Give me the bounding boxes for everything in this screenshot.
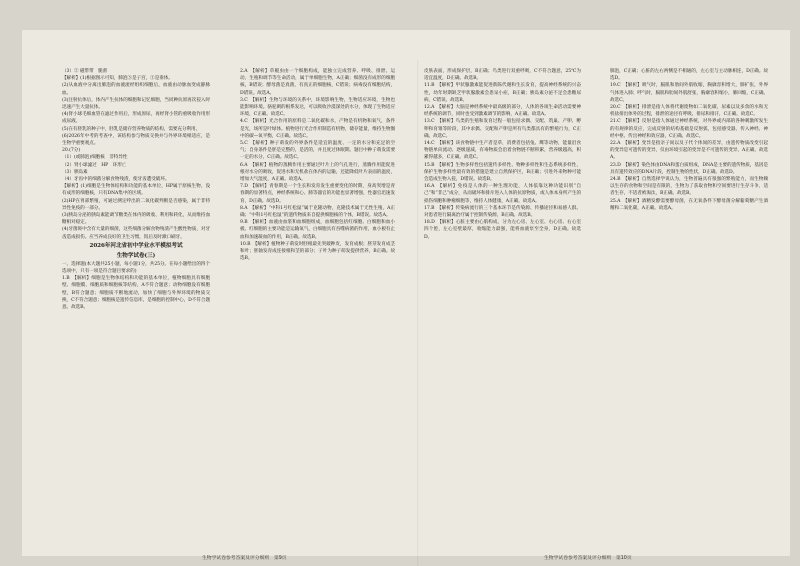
column-1 <box>62 68 210 543</box>
answer-paragraph: 一、选择题(本大题共25小题，每小题1分，共25分。在每小题给出的四个选项中，只有一项是符合题目要求的) <box>62 261 210 275</box>
page-footer-left: 生物学试卷参考答案及评分细则 第9页 <box>202 556 287 561</box>
answer-paragraph: (2)HP在胃部繁殖，可通过测定呼出的二氧化碳判断是否感染，属于非特异性免疫的一部分。 <box>62 198 210 211</box>
answer-paragraph: 23.D 【解析】染色体由DNA和蛋白质组成，DNA是主要的遗传物质，基因是具有遗传效应的DNA片段，控制生物的性状，D正确。故选D。 <box>610 162 768 175</box>
answer-paragraph: 肺泡，C正确；心脏的左右两侧是不相通的，左心室与主动脉相连，D正确。故选D。 <box>610 69 768 82</box>
answer-paragraph: 24.B 【解析】自然选择学说认为，生物普遍具有很强的繁殖能力，而生物赖以生存的食物和空间是有限的，生物为了获取食物和空间要进行生存斗争，适者生存，不适者被淘汰，B正确。故选B。 <box>610 177 768 197</box>
answer-paragraph: 【解析】(1)根据图示可知，肺泡⑤是子宫，①是垂体。 <box>62 76 173 82</box>
answer-paragraph: 9.B 【解析】血液由血浆和血细胞组成，血细胞包括红细胞、白细胞和血小板。红细胞的主要功能是运输氧气，白细胞具有吞噬病菌的作用，血小板有止血和加速凝血的作用，B正确。故选B。 <box>240 220 395 240</box>
answer-paragraph: 14.C 【解析】该食物链中生产者是草，消费者包括兔、鹰等动物，能量沿食物链单向流动、逐级递减，有毒物质会沿着食物链不断积累，营养级越高，积累得越多，C正确。故选C。 <box>424 141 581 161</box>
answer-paragraph: 皮肤表面，形成保护层，B正确；鸟类进行双重呼吸，C不符合题意，25℃为适宜温度，D正确。故选B。 <box>424 69 581 82</box>
answer-paragraph: 22.A 【解析】变异是指亲子间以及子代个体间的差异，由遗传物质改变引起的变异是可遗传的变异，仅由环境引起的变异是不可遗传的变异，A正确。故选A。 <box>610 141 768 161</box>
answer-paragraph: （3）② 磁带带 脆蕾 <box>62 69 108 74</box>
answer-paragraph: 21.C 【解析】反射是指人体通过神经系统，对外界或内部的各种刺激所发生的有规律的反应，完成反射的结构基础是反射弧，包括感受器、传入神经、神经中枢、传出神经和效应器，C正确。故选C。 <box>610 119 768 139</box>
exam-subtitle: 生物学试卷(三) <box>116 252 156 259</box>
answer-paragraph: 18.D 【解析】心脏主要由心肌构成，分为左心房、左心室、右心房、右心室四个腔，左心室壁最厚，收缩能力最强，能将血液泵至全身，D正确。故选D。 <box>424 220 581 240</box>
answer-paragraph: 11.B 【解析】甲状腺激素能促进新陈代谢和生长发育，提高神经系统的兴奋性，幼年时期缺乏甲状腺激素会患呆小症，B正确；胰岛素分泌不足会患糖尿病，C错误。故选B。 <box>424 83 581 103</box>
answer-paragraph: 8.A 【解析】“中科1号红松鼠”属于克隆动物，克隆技术属于无性生殖，A正确；“中科1号红松鼠”的遗传物质来自提供细胞核的个体，B错误。故选A。 <box>240 205 395 219</box>
answer-sheet <box>22 30 790 561</box>
answer-paragraph: （1）(或肺泡)细胞核 非特异性 <box>62 155 128 161</box>
exam-title: 2026年河北省初中学业水平模拟考试 <box>89 242 183 249</box>
answer-paragraph: (6)2026年中考的考查中，该结构参与物质交换并与外界环境相适应，是生物学重要观点。 <box>62 133 210 147</box>
answer-paragraph: (4)牙菌斑中含有大量的细菌，这些细菌分解食物残渣产生酸性物质，对牙齿造成损伤。应当养成良好的卫生习惯，饭后及时漱口刷牙。 <box>62 227 210 240</box>
answer-paragraph: 3.C 【解析】生物与环境的关系中，环境影响生物，生物适应环境，生物也能影响环境。骆驼刺的根系发达，可以吸收沙漠深处的水分，体现了生物适应环境，C正确。故选C。 <box>240 97 395 118</box>
answer-paragraph: 7.D 【解析】青春期是一个生长和发育发生重要变化的时期，身高突增是青春期的显著特点，神经系统和心、肺等器官的功能也显著增强，性器官迅速发育，D正确。故选D。 <box>240 184 395 204</box>
answer-paragraph: 5.C 【解析】种子萌发的外界条件是适宜的温度、一定的水分和充足的空气；自身条件是胚是完整的，是活的，并且度过休眠期。题目中种子萌发需要一定的水分，C正确。故选C。 <box>240 141 395 161</box>
page-footer-right: 生物学试卷参考答案及评分细则 第10页 <box>544 556 632 561</box>
answer-paragraph: 2.A 【解析】草履虫由一个细胞构成，能独立完成营养、呼吸、排泄、运动、生殖和调节等生命活动，属于单细胞生物，A正确；细菌没有成形的细胞核，B错误；酵母菌是真菌，有真正的细胞核，C错误；病毒没有细胞结构，D错误。故选A。 <box>240 69 395 96</box>
answer-paragraph: 19.C 【解析】吸气时，膈肌和肋间外肌收缩，胸廓容积增大，肺扩张，外界气体进入肺；呼气时，膈肌和肋间外肌舒张，胸廓容积缩小，肺回缩，C正确。故选C。 <box>610 83 768 103</box>
answer-paragraph: （3）胰岛素 <box>62 169 88 175</box>
answer-paragraph: 1.B 【解析】细胞是生物体结构和功能的基本单位，植物细胞具有细胞壁、细胞膜、细胞质和细胞核等结构，A不符合题意；动物细胞没有细胞壁，B符合题意；细胞质不断地流动，加快了细胞与外界环境的物质交换，C不符合题意；细胞核是遗传信息库，是细胞的控制中心，D不符合题意。故选B。 <box>62 276 210 311</box>
answer-paragraph: 13.C 【解析】鸟类的生殖和发育过程一般包括求偶、交配、筑巢、产卵、孵卵和育雏等阶段，其中求偶、交配和产卵是所有鸟类都具有的繁殖行为，C正确。故选C。 <box>424 119 581 139</box>
answer-paragraph: （4）牙齿中的细菌分解食物残渣，使牙齿遭受破坏。 <box>62 177 170 183</box>
answer-paragraph: (5)在有胚乳的种子中，胚乳是储存营养物质的结构，需要充分利用。 <box>62 126 201 132</box>
column-4 <box>610 68 768 543</box>
answer-paragraph: 17.B 【解析】传染病流行的三个基本环节是传染源、传播途径和易感人群。对患者进行隔离治疗属于控制传染源，B正确。故选B。 <box>424 205 581 219</box>
column-1-top <box>62 68 210 241</box>
answer-paragraph: (2)从血液中分离出肺泡的血液流经组织细胞后，血液由动脉血变成静脉血。 <box>62 83 210 96</box>
answer-paragraph: 25.A 【解析】酒精发酵需要酵母菌，在无氧条件下酵母菌分解葡萄糖产生酒精和二氧化碳，A正确。故选A。 <box>610 198 768 211</box>
column-3 <box>424 68 581 543</box>
answer-paragraph: 10.B 【解析】植物种子萌发时胚根最先突破种皮，发育成根；胚芽发育成茎和叶；胚轴发育成连接根和茎的部分；子叶为种子萌发提供营养，B正确。故选B。 <box>240 241 395 262</box>
answer-paragraph: 6.A 【解析】植物的蒸腾作用主要通过叶片上的气孔进行，蒸腾作用能促进根对水分的吸收，促进水和无机盐在体内的运输，还能降低叶片表面的温度，增加大气湿度，A正确。故选A。 <box>240 162 395 183</box>
answer-paragraph: 【解析】(1)细胞是生物体结构和功能的基本单位，HP属于原核生物，没有成形的细胞核，只有DNA集中的区域。 <box>62 184 210 197</box>
answer-paragraph: 12.A 【解析】大脑是神经系统中最高级的部分，人体的各项生命活动需要神经系统的调节，同时也受到激素调节的影响，A正确。故选A。 <box>424 105 581 118</box>
answer-paragraph: (3)注射抗体后，体内产生抗体的细胞和记忆细胞，当同种抗原再次侵入时迅速产生大量抗体。 <box>62 97 210 111</box>
answer-paragraph: 20.(7分) <box>62 148 81 154</box>
answer-paragraph: （2）肾小球滤过 HP 环形亡 <box>62 162 127 168</box>
answer-paragraph: 16.A 【解析】免疫是人体的一种生理功能，人体依靠这种功能识别“自己”和“非己”成分，从而破坏和排斥进入人体的抗原物质，或人体本身所产生的损伤细胞和肿瘤细胞等，维持人体健康，A正确。故选A。 <box>424 184 581 204</box>
page-fold <box>417 60 419 566</box>
answer-paragraph: (4)肾小球毛细血管在滤过作用后，形成原尿，再经肾小管的重吸收作用形成尿液。 <box>62 112 210 125</box>
answer-paragraph: 15.B 【解析】生物多样性包括遗传多样性、物种多样性和生态系统多样性，保护生物多样性最有效的措施是建立自然保护区，B正确；引进外来物种可能会造成生物入侵，D错误。故选B。 <box>424 162 581 183</box>
column-1-bottom <box>62 261 210 311</box>
answer-paragraph: 4.C 【解析】光合作用的原料是二氧化碳和水，产物是有机物和氧气，条件是光，场所是叶绿体。植物进行光合作用制造有机物，储存能量，维持生物圈中的碳—氧平衡，C正确。故选C。 <box>240 119 395 139</box>
answer-paragraph: (3)胰岛分泌的胰岛素能调节糖类在体内的吸收、利用和转化，从而维持血糖相对稳定。 <box>62 213 210 226</box>
answer-paragraph: 20.C 【解析】排泄是指人体将代谢废物如二氧化碳、尿素以及多余的水和无机盐排出体外的过程，排泄的途径有呼吸、排尿和排汗，C正确。故选C。 <box>610 105 768 118</box>
column-2 <box>240 68 395 543</box>
